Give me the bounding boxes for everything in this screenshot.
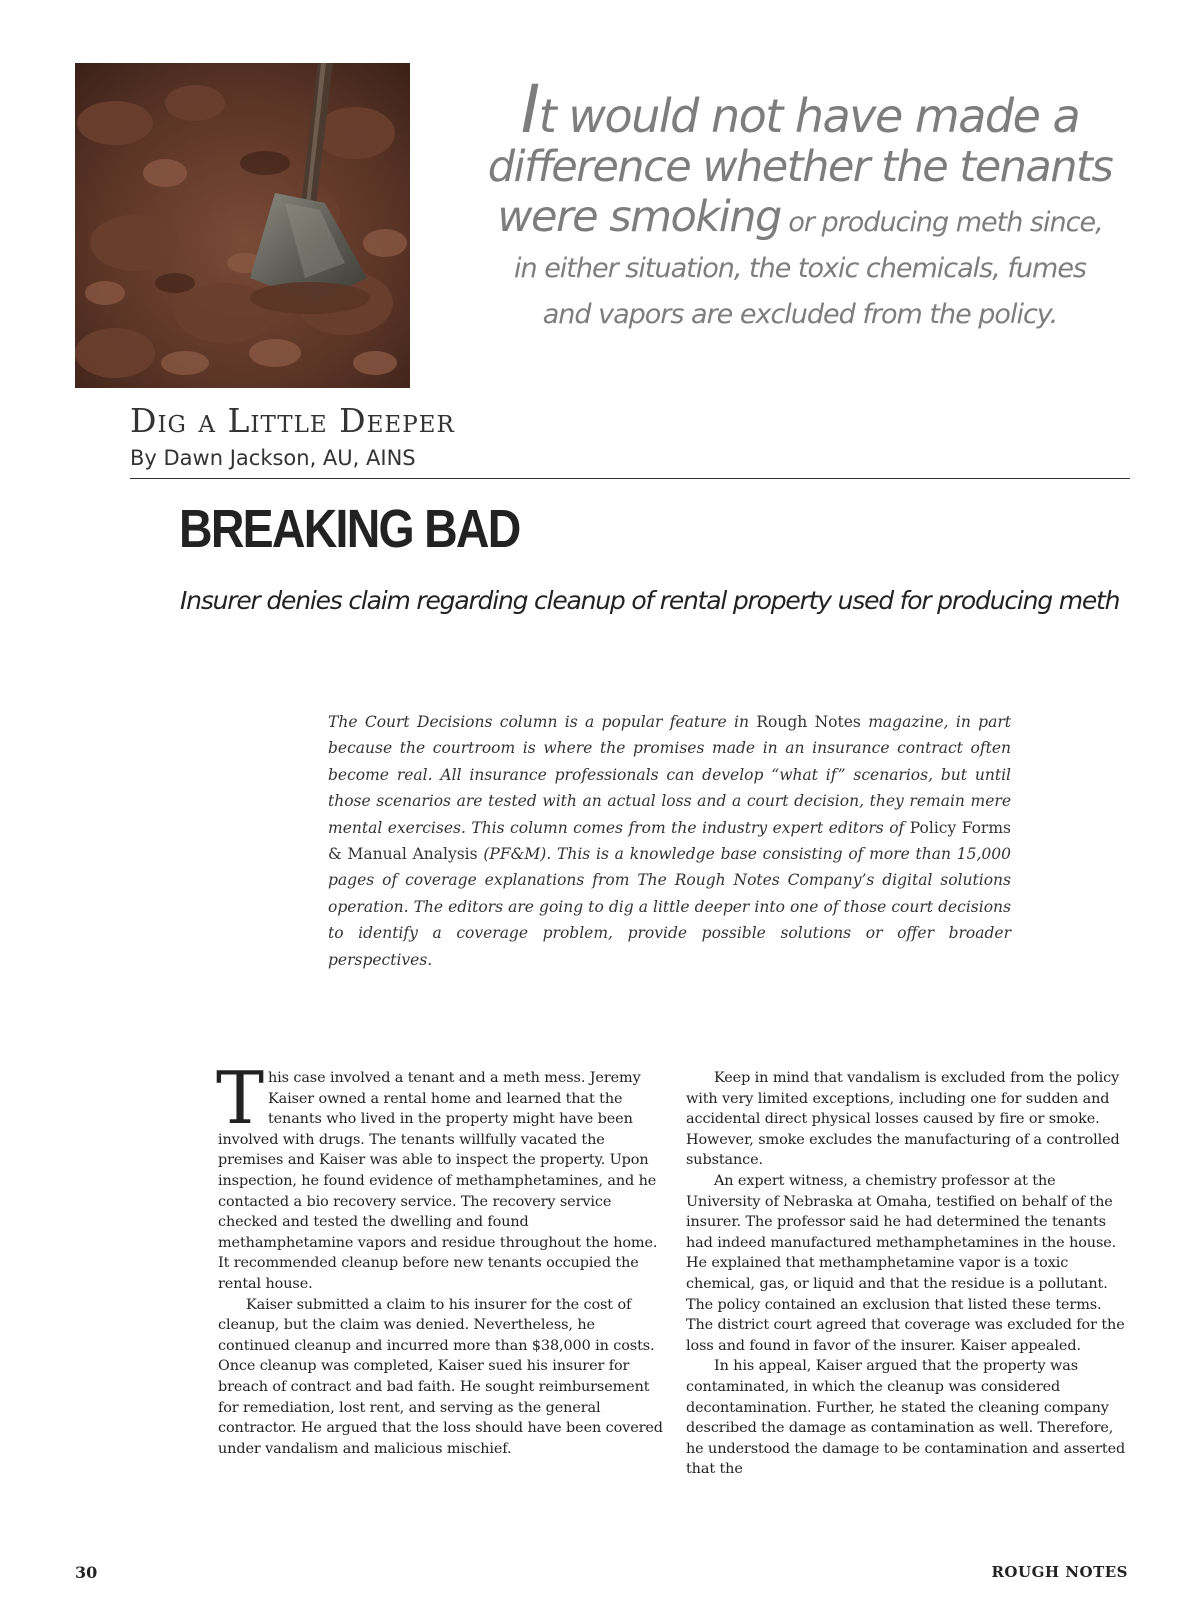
pull-quote-line-2: difference whether the tenants xyxy=(487,142,1113,192)
body-paragraph-4: An expert witness, a chemistry professor at the University of Nebraska at Omaha, testified on behalf of the insurer. The professor said he had determined the tenants had indeed manufactured methamphetamines in the house. He explained that methamphetamine vapor is a toxic chemical, gas, or liquid and that the residue is a pollutant. The policy contained an exclusion that listed these terms. The district court agreed that coverage was excluded for the loss and found in favor of the insurer. Kaiser appealed. xyxy=(686,1172,1125,1354)
intro-text-3: (PF&M). This is a knowledge base consisting of more than 15,000 pages of coverage explanations from The Rough Notes Company’s digital solutions operation. The editors are going to dig a little deeper into one of those court decisions to identify a coverage problem, provide possible solutions or offer broader perspectives. xyxy=(328,845,1011,969)
intro-magazine-name: Rough Notes xyxy=(756,713,861,731)
intro-pfm-name: Policy Forms & Manual Analysis xyxy=(328,818,1011,864)
body-column-left xyxy=(216,1056,663,1459)
intro-paragraph xyxy=(328,709,1011,973)
pull-quote-line-3: or producing meth since, xyxy=(780,207,1103,238)
pull-quote-line-1: t would not have made a xyxy=(538,89,1080,143)
intro-text-1: The Court Decisions column is a popular feature in xyxy=(328,713,757,731)
body-column-right xyxy=(686,1068,1126,1480)
page-number: 30 xyxy=(75,1563,98,1582)
intro-text-2: magazine, in part because the courtroom is where the promises made in an insurance contract often become real. All insurance professionals can develop “what if” scenarios, but until those scenarios are tested with an actual loss and a court decision, they remain mere mental exercises. This column comes from the industry expert editors of xyxy=(328,713,1011,837)
byline: By Dawn Jackson, AU, AINS xyxy=(130,446,416,470)
pull-quote-initial: I xyxy=(520,71,539,148)
pull-quote xyxy=(470,71,1130,338)
pull-quote-line-4: in either situation, the toxic chemicals, fumes xyxy=(514,253,1086,284)
body-paragraph-1-text: his case involved a tenant and a meth mess. Jeremy Kaiser owned a rental home and learned that the tenants who lived in the property might have been involved with drugs. The tenants willfully vacated the premises and Kaiser was able to inspect the property. Upon inspection, he found evidence of methamphetamines, and he contacted a bio recovery service. The recovery service checked and tested the dwelling and found methamphetamine vapors and residue throughout the home. It recommended cleanup before new tenants occupied the rental house. xyxy=(218,1070,658,1292)
pull-quote-line-5: and vapors are excluded from the policy. xyxy=(542,299,1058,330)
body-paragraph-3: Keep in mind that vandalism is excluded from the policy with very limited exceptions, including one for sudden and accidental direct physical losses caused by fire or smoke. However, smoke excludes the manufacturing of a controlled substance. xyxy=(686,1070,1120,1169)
magazine-name: ROUGH NOTES xyxy=(991,1563,1128,1581)
column-title: Dig a Little Deeper xyxy=(130,401,455,440)
article-subhead: Insurer denies claim regarding cleanup of rental property used for producing meth xyxy=(180,586,1120,615)
pull-quote-line-3-emphasis: were smoking xyxy=(497,192,781,242)
shovel-in-soil-photo xyxy=(75,63,410,388)
divider-rule xyxy=(130,478,1130,479)
body-paragraph-5: In his appeal, Kaiser argued that the property was contaminated, in which the cleanup was considered decontamination. Further, he stated the cleaning company described the damage as contamination as well. Therefore, he understood the damage to be contamination and asserted that the xyxy=(686,1358,1126,1478)
body-paragraph-1 xyxy=(216,1056,663,1295)
article-headline: BREAKING BAD xyxy=(179,499,520,559)
drop-cap: T xyxy=(216,1056,264,1140)
body-paragraph-2: Kaiser submitted a claim to his insurer for the cost of cleanup, but the claim was denied. Nevertheless, he continued cleanup and incurred more than $38,000 in costs. Once cleanup was completed, Kaiser sued his insurer for breach of contract and bad faith. He sought reimbursement for remediation, lost rent, and serving as the general contractor. He argued that the loss should have been covered under vandalism and malicious mischief. xyxy=(218,1296,663,1457)
